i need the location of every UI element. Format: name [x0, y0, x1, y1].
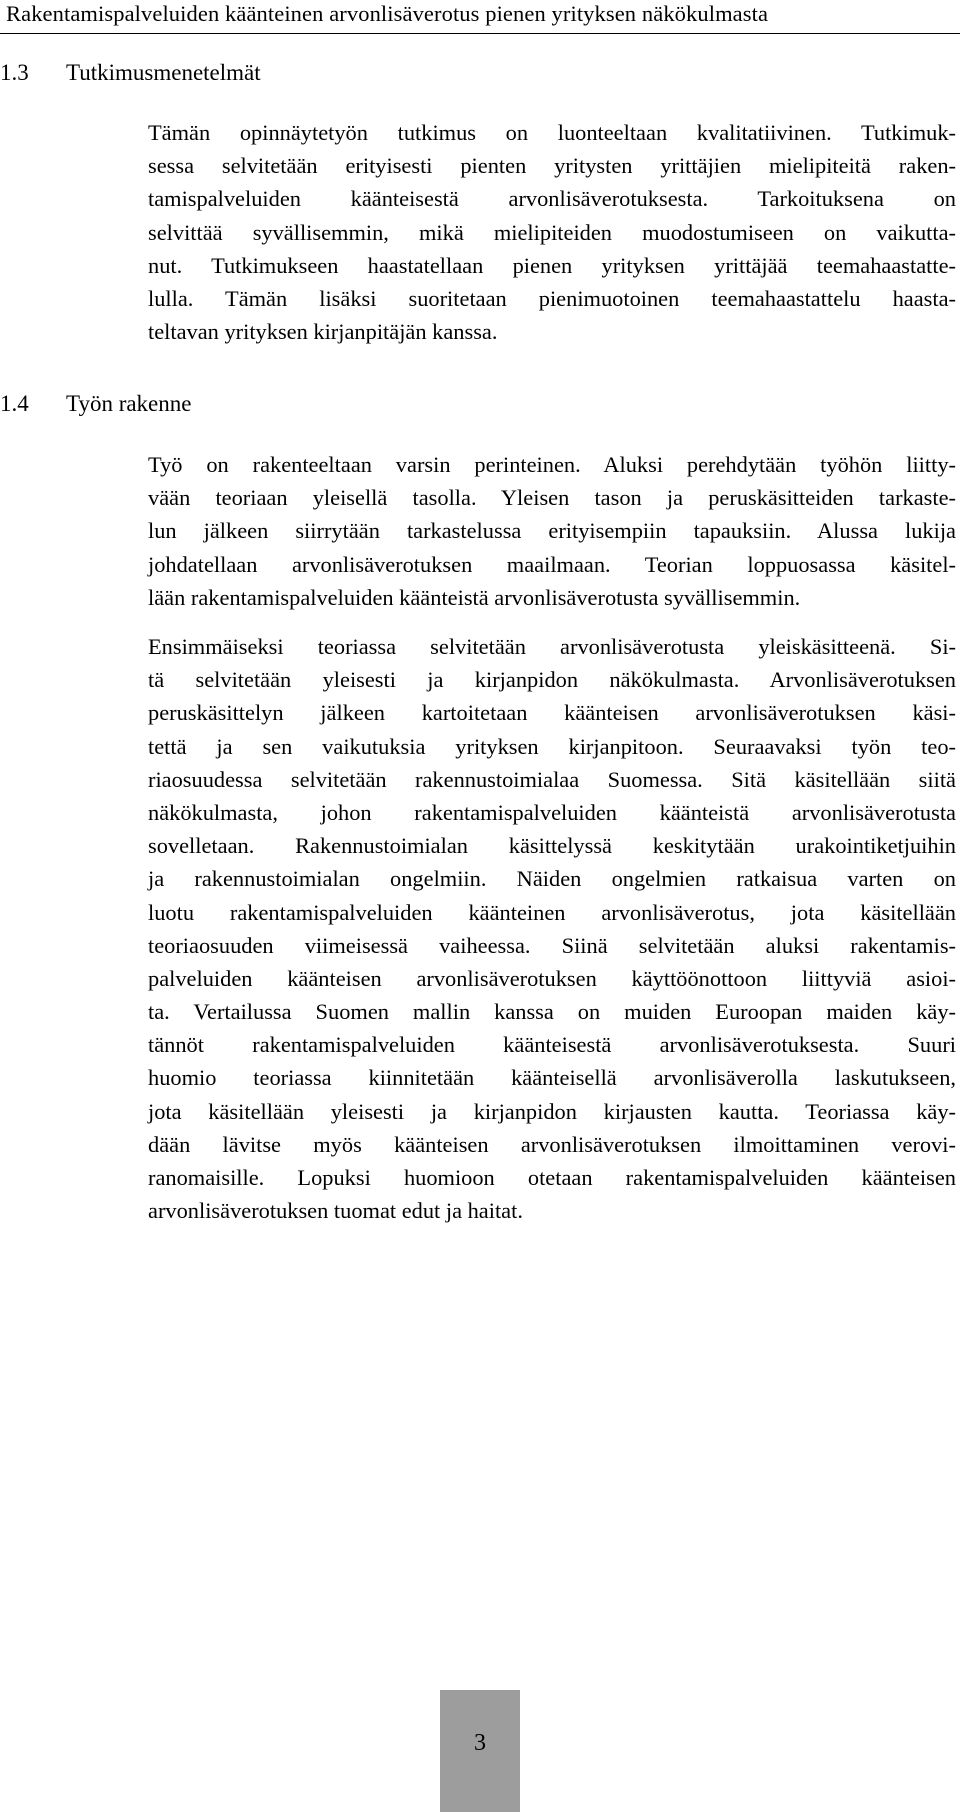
text-line: arvonlisäverotuksen tuomat edut ja haitat. — [148, 1198, 523, 1224]
text-line: tettä ja sen vaikutuksia yrityksen kirjanpitoon. Seuraavaksi työn teo- — [148, 733, 956, 759]
paragraph-tyon-rakenne-1 — [148, 448, 956, 614]
text-line: näkökulmasta, johon rakentamispalveluiden käänteistä arvonlisäverotusta — [148, 799, 956, 825]
running-header-text: Rakentamispalveluiden käänteinen arvonlisäverotus pienen yrityksen näkökulmasta — [6, 1, 769, 26]
text-line: jota käsitellään yleisesti ja kirjanpidon kirjausten kautta. Teoriassa käy- — [148, 1098, 956, 1124]
text-line: johdatellaan arvonlisäverotuksen maailmaan. Teorian loppuosassa käsitel- — [148, 551, 956, 577]
text-line: teltavan yrityksen kirjanpitäjän kanssa. — [148, 319, 498, 345]
text-line: sovelletaan. Rakennustoimialan käsittelyssä keskitytään urakointiketjuihin — [148, 833, 956, 859]
section-title: Tutkimusmenetelmät — [66, 60, 261, 85]
text-line: lun jälkeen siirrytään tarkastelussa erityisempiin tapauksiin. Alussa lukija — [148, 518, 956, 544]
paragraph-tutkimusmenetelmat — [148, 116, 956, 348]
text-line: tä selvitetään yleisesti ja kirjanpidon näkökulmasta. Arvonlisäverotuksen — [148, 667, 956, 693]
text-line: teoriaosuuden viimeisessä vaiheessa. Siinä selvitetään aluksi rakentamis- — [148, 932, 956, 958]
text-line: lulla. Tämän lisäksi suoritetaan pienimuotoinen teemahaastattelu haasta- — [148, 285, 956, 311]
text-line: Tämän opinnäytetyön tutkimus on luonteeltaan kvalitatiivinen. Tutkimuk- — [148, 120, 956, 145]
text-line: Työ on rakenteeltaan varsin perinteinen. Aluksi perehdytään työhön liitty- — [148, 452, 956, 477]
text-line: huomio teoriassa kiinnitetään käänteisellä arvonlisäverolla laskutukseen, — [148, 1065, 956, 1091]
text-line: ja rakennustoimialan ongelmiin. Näiden ongelmien ratkaisua varten on — [148, 866, 956, 892]
text-line: riaosuudessa selvitetään rakennustoimialaa Suomessa. Sitä käsitellään siitä — [148, 766, 956, 792]
text-line: selvittää syvällisemmin, mikä mielipiteiden muodostumiseen on vaikutta- — [148, 219, 956, 245]
section-number: 1.3 — [0, 60, 29, 85]
text-line: sessa selvitetään erityisesti pienten yritysten yrittäjien mielipiteitä raken- — [148, 153, 956, 179]
text-line: lään rakentamispalveluiden käänteistä arvonlisäverotusta syvällisemmin. — [148, 584, 801, 610]
text-line: tännöt rakentamispalveluiden käänteisestä arvonlisäverotuksesta. Suuri — [148, 1032, 956, 1058]
text-line: ranomaisille. Lopuksi huomioon otetaan rakentamispalveluiden käänteisen — [148, 1165, 956, 1190]
section-heading-1-3 — [0, 60, 261, 86]
section-heading-1-4 — [0, 391, 191, 417]
text-line: vään teoriaan yleisellä tasolla. Yleisen tason ja peruskäsitteiden tarkaste- — [148, 485, 956, 511]
page-number: 3 — [474, 1730, 486, 1756]
text-line: Ensimmäiseksi teoriassa selvitetään arvonlisäverotusta yleiskäsitteenä. Si- — [148, 634, 956, 659]
text-line: nut. Tutkimukseen haastatellaan pienen yrityksen yrittäjää teemahaastatte- — [148, 252, 956, 278]
section-number: 1.4 — [0, 391, 29, 416]
text-line: palveluiden käänteisen arvonlisäverotuksen käyttöönottoon liittyviä asioi- — [148, 965, 956, 991]
text-line: dään lävitse myös käänteisen arvonlisäverotuksen ilmoittaminen verovi- — [148, 1131, 956, 1157]
running-header — [0, 0, 960, 34]
text-line: ta. Vertailussa Suomen mallin kanssa on muiden Euroopan maiden käy- — [148, 999, 956, 1025]
paragraph-tyon-rakenne-2 — [148, 630, 956, 1227]
page-number-box — [440, 1690, 520, 1812]
text-line: luotu rakentamispalveluiden käänteinen arvonlisäverotus, jota käsitellään — [148, 899, 956, 925]
text-line: tamispalveluiden käänteisestä arvonlisäverotuksesta. Tarkoituksena on — [148, 186, 956, 212]
section-title: Työn rakenne — [66, 391, 192, 416]
text-line: peruskäsittelyn jälkeen kartoitetaan käänteisen arvonlisäverotuksen käsi- — [148, 700, 956, 726]
